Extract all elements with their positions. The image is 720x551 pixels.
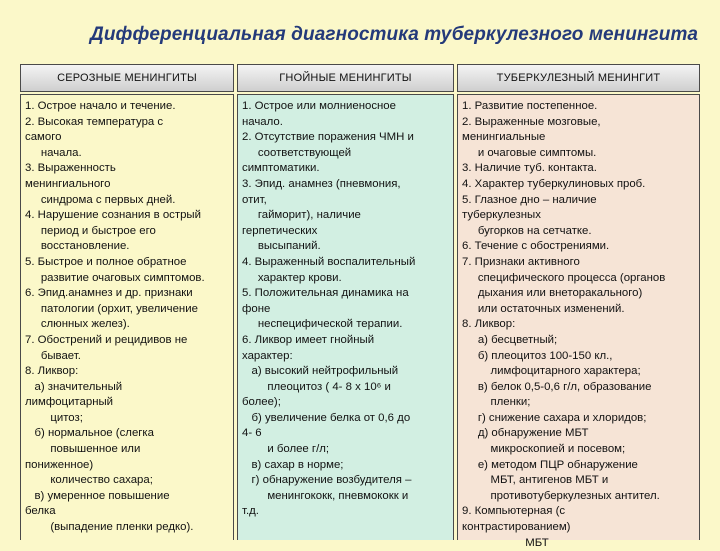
criterion-line: 5. Положительная динамика на <box>242 287 409 300</box>
criterion-line: слюнных желез). <box>25 318 130 331</box>
column-tuberculous-meningitis <box>457 94 700 549</box>
criterion-line: цитоз; <box>25 411 83 424</box>
criterion-line: 8. Ликвор: <box>462 318 516 331</box>
criterion-line: т.д. <box>242 505 259 518</box>
criterion-line: 7. Признаки активного <box>462 255 580 268</box>
criterion-line: начало. <box>242 115 283 128</box>
criterion-line: 9. Компьютерная (с <box>462 505 566 518</box>
criterion-line: начала. <box>25 146 82 159</box>
criterion-line: 4. Выраженный воспалительный <box>242 255 416 268</box>
criterion-line: МБТ <box>462 536 549 549</box>
criterion-line: МБТ, антигенов МБТ и <box>462 474 609 487</box>
criterion-line: период и быстрое его <box>25 224 156 237</box>
criterion-line: или остаточных изменений. <box>462 302 625 315</box>
criterion-line: 5. Глазное дно – наличие <box>462 193 597 206</box>
criterion-line: характер: <box>242 349 293 362</box>
criterion-line: 2. Отсутствие поражения ЧМН и <box>242 131 414 144</box>
criterion-line: неспецифической терапии. <box>242 318 403 331</box>
criterion-line: а) бесцветный; <box>462 333 558 346</box>
criterion-line: в) умеренное повышение <box>25 489 170 502</box>
criterion-line: количество сахара; <box>25 474 153 487</box>
criterion-line: пониженное) <box>25 458 94 471</box>
criterion-line: и более г/л; <box>242 443 330 456</box>
criterion-line: 2. Выраженные мозговые, <box>462 115 601 128</box>
criterion-line: пленки; <box>462 396 531 409</box>
criterion-line: 7. Обострений и рецидивов не <box>25 333 188 346</box>
criterion-line: а) значительный <box>25 380 123 393</box>
criterion-line: противотуберкулезных антител. <box>462 489 660 502</box>
criterion-line: повышенное или <box>25 443 141 456</box>
column-serous-meningitis <box>20 94 234 540</box>
criterion-line: 4- 6 <box>242 427 262 440</box>
criterion-line: самого <box>25 131 62 144</box>
criterion-line: бугорков на сетчатке. <box>462 224 592 237</box>
criterion-line: бывает. <box>25 349 81 362</box>
criterion-line: дыхания или внеторакального) <box>462 287 643 300</box>
criterion-line: 3. Выраженность <box>25 162 116 175</box>
header-purulent-meningitis: ГНОЙНЫЕ МЕНИНГИТЫ <box>237 64 454 92</box>
criterion-line: (выпадение пленки редко). <box>25 521 194 534</box>
criterion-line: б) увеличение белка от 0,6 до <box>242 411 411 424</box>
criterion-line: лимфоцитарный <box>25 396 114 409</box>
criterion-line: развитие очаговых симптомов. <box>25 271 205 284</box>
criterion-line: а) высокий нейтрофильный <box>242 365 399 378</box>
criterion-line: контрастированием) <box>462 521 571 534</box>
criterion-line: специфического процесса (органов <box>462 271 666 284</box>
criterion-line: 3. Наличие туб. контакта. <box>462 162 597 175</box>
criterion-line: в) белок 0,5-0,6 г/л, образование <box>462 380 652 393</box>
criterion-line: восстановление. <box>25 240 130 253</box>
column-purulent-meningitis <box>237 94 454 540</box>
criterion-line: е) методом ПЦР обнаружение <box>462 458 638 471</box>
criterion-line: 2. Высокая температура с <box>25 115 164 128</box>
criterion-line: лимфоцитарного характера; <box>462 365 641 378</box>
criterion-line: 6. Эпид.анамнез и др. признаки <box>25 287 193 300</box>
criterion-line: г) обнаружение возбудителя – <box>242 474 412 487</box>
criterion-line: характер крови. <box>242 271 342 284</box>
criterion-line: 1. Развитие постепенное. <box>462 100 598 112</box>
criterion-line: отит, <box>242 193 267 206</box>
criterion-line: б) плеоцитоз 100-150 кл., <box>462 349 613 362</box>
criterion-line: более); <box>242 396 281 409</box>
criterion-line: 6. Ликвор имеет гнойный <box>242 333 375 346</box>
criterion-line: г) снижение сахара и хлоридов; <box>462 411 647 424</box>
criterion-line: туберкулезных <box>462 209 541 222</box>
criterion-line: синдрома с первых дней. <box>25 193 176 206</box>
header-serous-meningitis: СЕРОЗНЫЕ МЕНИНГИТЫ <box>20 64 234 92</box>
criterion-line: патологии (орхит, увеличение <box>25 302 198 315</box>
criterion-line: герпетических <box>242 224 318 237</box>
criterion-line: д) обнаружение МБТ <box>462 427 589 440</box>
page-title: Дифференциальная диагностика туберкулезного менингита <box>90 24 699 45</box>
criterion-line: плеоцитоз ( 4- 8 х 10⁶ и <box>242 380 391 393</box>
criterion-line: менингиальные <box>462 131 546 144</box>
criterion-line: 5. Быстрое и полное обратное <box>25 255 187 268</box>
criterion-line: 8. Ликвор: <box>25 365 79 378</box>
criterion-line: 4. Нарушение сознания в острый <box>25 209 201 222</box>
header-tuberculous-meningitis: ТУБЕРКУЛЕЗНЫЙ МЕНИНГИТ <box>457 64 700 92</box>
criterion-line: белка <box>25 505 56 518</box>
criterion-line: 4. Характер туберкулиновых проб. <box>462 177 646 190</box>
criterion-line: менингококк, пневмококк и <box>242 489 409 502</box>
criterion-line: микроскопией и посевом; <box>462 443 626 456</box>
criterion-line: в) сахар в норме; <box>242 458 344 471</box>
criterion-line: и очаговые симптомы. <box>462 146 597 159</box>
criterion-line: 1. Острое начало и течение. <box>25 100 176 112</box>
criterion-line: симптоматики. <box>242 162 320 175</box>
criterion-line: соответствующей <box>242 146 352 159</box>
criterion-line: гайморит), наличие <box>242 209 361 222</box>
criterion-line: фоне <box>242 302 271 315</box>
criterion-line: 3. Эпид. анамнез (пневмония, <box>242 177 401 190</box>
criterion-line: менингиального <box>25 177 111 190</box>
criterion-line: 1. Острое или молниеносное <box>242 100 396 112</box>
criterion-line: высыпаний. <box>242 240 321 253</box>
criterion-line: б) нормальное (слегка <box>25 427 155 440</box>
criterion-line: 6. Течение с обострениями. <box>462 240 610 253</box>
